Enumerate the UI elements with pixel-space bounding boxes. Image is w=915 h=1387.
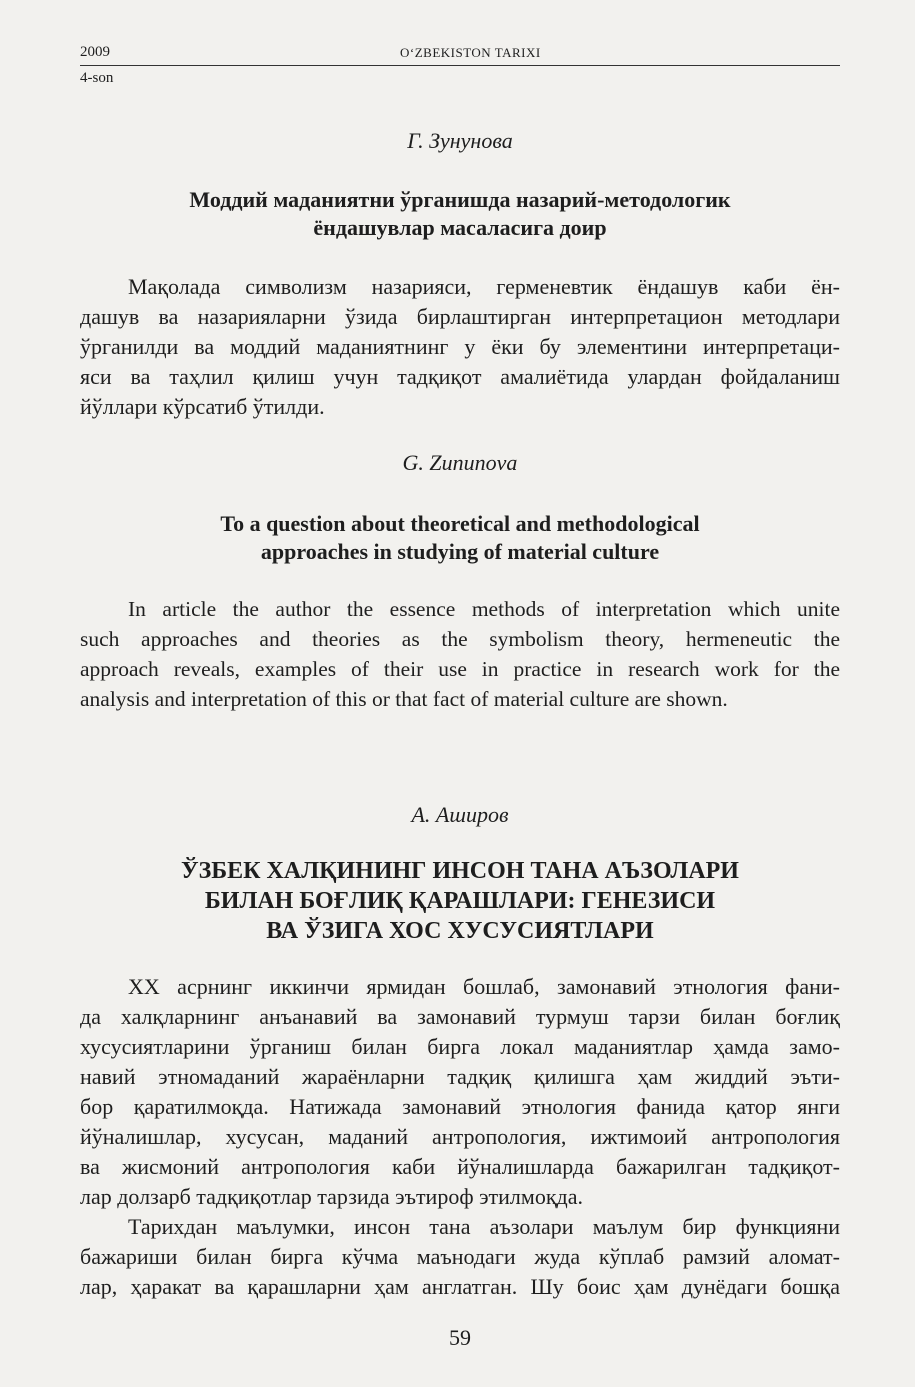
body-line: йўналишлар, хусусан, маданий антропология, ижтимоий антропология — [80, 1124, 840, 1149]
body-line: хусусиятларини ўрганиш билан бирга локал маданиятлар ҳамда замо- — [80, 1034, 840, 1059]
article1-title-en-line: approaches in studying of material culture — [260, 539, 660, 564]
abstract-line: йўллари кўрсатиб ўтилди. — [80, 394, 325, 419]
body-line: лар долзарб тадқиқотлар тарзида эътироф этилмоқда. — [80, 1184, 583, 1209]
abstract-line: Мақолада символизм назарияси, герменевтик ёндашув каби ён- — [128, 274, 840, 299]
article1-author: Г. Зунунова — [407, 128, 513, 153]
abstract-en-line: such approaches and theories as the symbolism theory, hermeneutic the — [80, 627, 840, 651]
article1-title-line: Моддий маданиятни ўрганишда назарий-методологик — [189, 187, 731, 212]
article2-paragraph-2 — [80, 1212, 840, 1302]
article2-title — [80, 856, 840, 946]
article2-title-line: БИЛАН БОҒЛИҚ ҚАРАШЛАРИ: ГЕНЕЗИСИ — [204, 888, 716, 914]
abstract-line: ўрганилди ва моддий маданиятнинг у ёки бу элементини интерпретаци- — [80, 334, 840, 359]
abstract-en-line: approach reveals, examples of their use in practice in research work for the — [80, 657, 840, 681]
header-year: 2009 — [80, 44, 110, 60]
body-line: Тарихдан маълумки, инсон тана аъзолари маълум бир функцияни — [128, 1214, 840, 1239]
header-issue: 4-son — [80, 70, 114, 86]
body-line: да халқларнинг анъанавий ва замонавий турмуш тарзи билан боғлиқ — [80, 1004, 840, 1029]
article1-author-en: G. Zununova — [402, 450, 518, 475]
abstract-line: дашув ва назарияларни ўзида бирлаштирган интерпретацион методлари — [80, 304, 840, 329]
abstract-en-line: In article the author the essence methods of interpretation which unite — [128, 597, 840, 621]
header-journal-title: O‘ZBEKISTON TARIXI — [400, 45, 541, 60]
article1-abstract-en — [80, 594, 840, 714]
abstract-line: яси ва таҳлил қилиш учун тадқиқот амалиётида улардан фойдаланиш — [80, 364, 840, 389]
body-line: XX асрнинг иккинчи ярмидан бошлаб, замонавий этнология фани- — [128, 974, 840, 999]
article1-title-en — [80, 510, 840, 566]
body-line: навий этномаданий жараёнларни тадқиқ қилишга ҳам жиддий эъти- — [80, 1064, 840, 1089]
article1-title-line: ёндашувлар масаласига доир — [313, 215, 607, 240]
article2-title-line: ЎЗБЕК ХАЛҚИНИНГ ИНСОН ТАНА АЪЗОЛАРИ — [181, 858, 739, 884]
body-line: бажариши билан бирга кўчма маънодаги жуда кўплаб рамзий аломат- — [80, 1244, 840, 1269]
body-line: ва жисмоний антропология каби йўналишларда бажарилган тадқиқот- — [80, 1154, 840, 1179]
article2-title-line: ВА ЎЗИГА ХОС ХУСУСИЯТЛАРИ — [266, 918, 654, 944]
article1-abstract — [80, 272, 840, 422]
article1-title — [80, 186, 840, 242]
header-rule — [80, 65, 840, 66]
page-number: 59 — [449, 1325, 471, 1350]
abstract-en-line: analysis and interpretation of this or that fact of material culture are shown. — [80, 687, 728, 711]
article2-paragraph-1 — [80, 972, 840, 1212]
article1-title-en-line: To a question about theoretical and methodological — [220, 511, 700, 536]
running-head — [80, 44, 840, 94]
body-line: бор қаратилмоқда. Натижада замонавий этнология фанида қатор янги — [80, 1094, 840, 1119]
article2-author: А. Аширов — [411, 802, 509, 827]
body-line: лар, ҳаракат ва қарашларни ҳам англатган. Шу боис ҳам дунёдаги бошқа — [80, 1274, 840, 1299]
